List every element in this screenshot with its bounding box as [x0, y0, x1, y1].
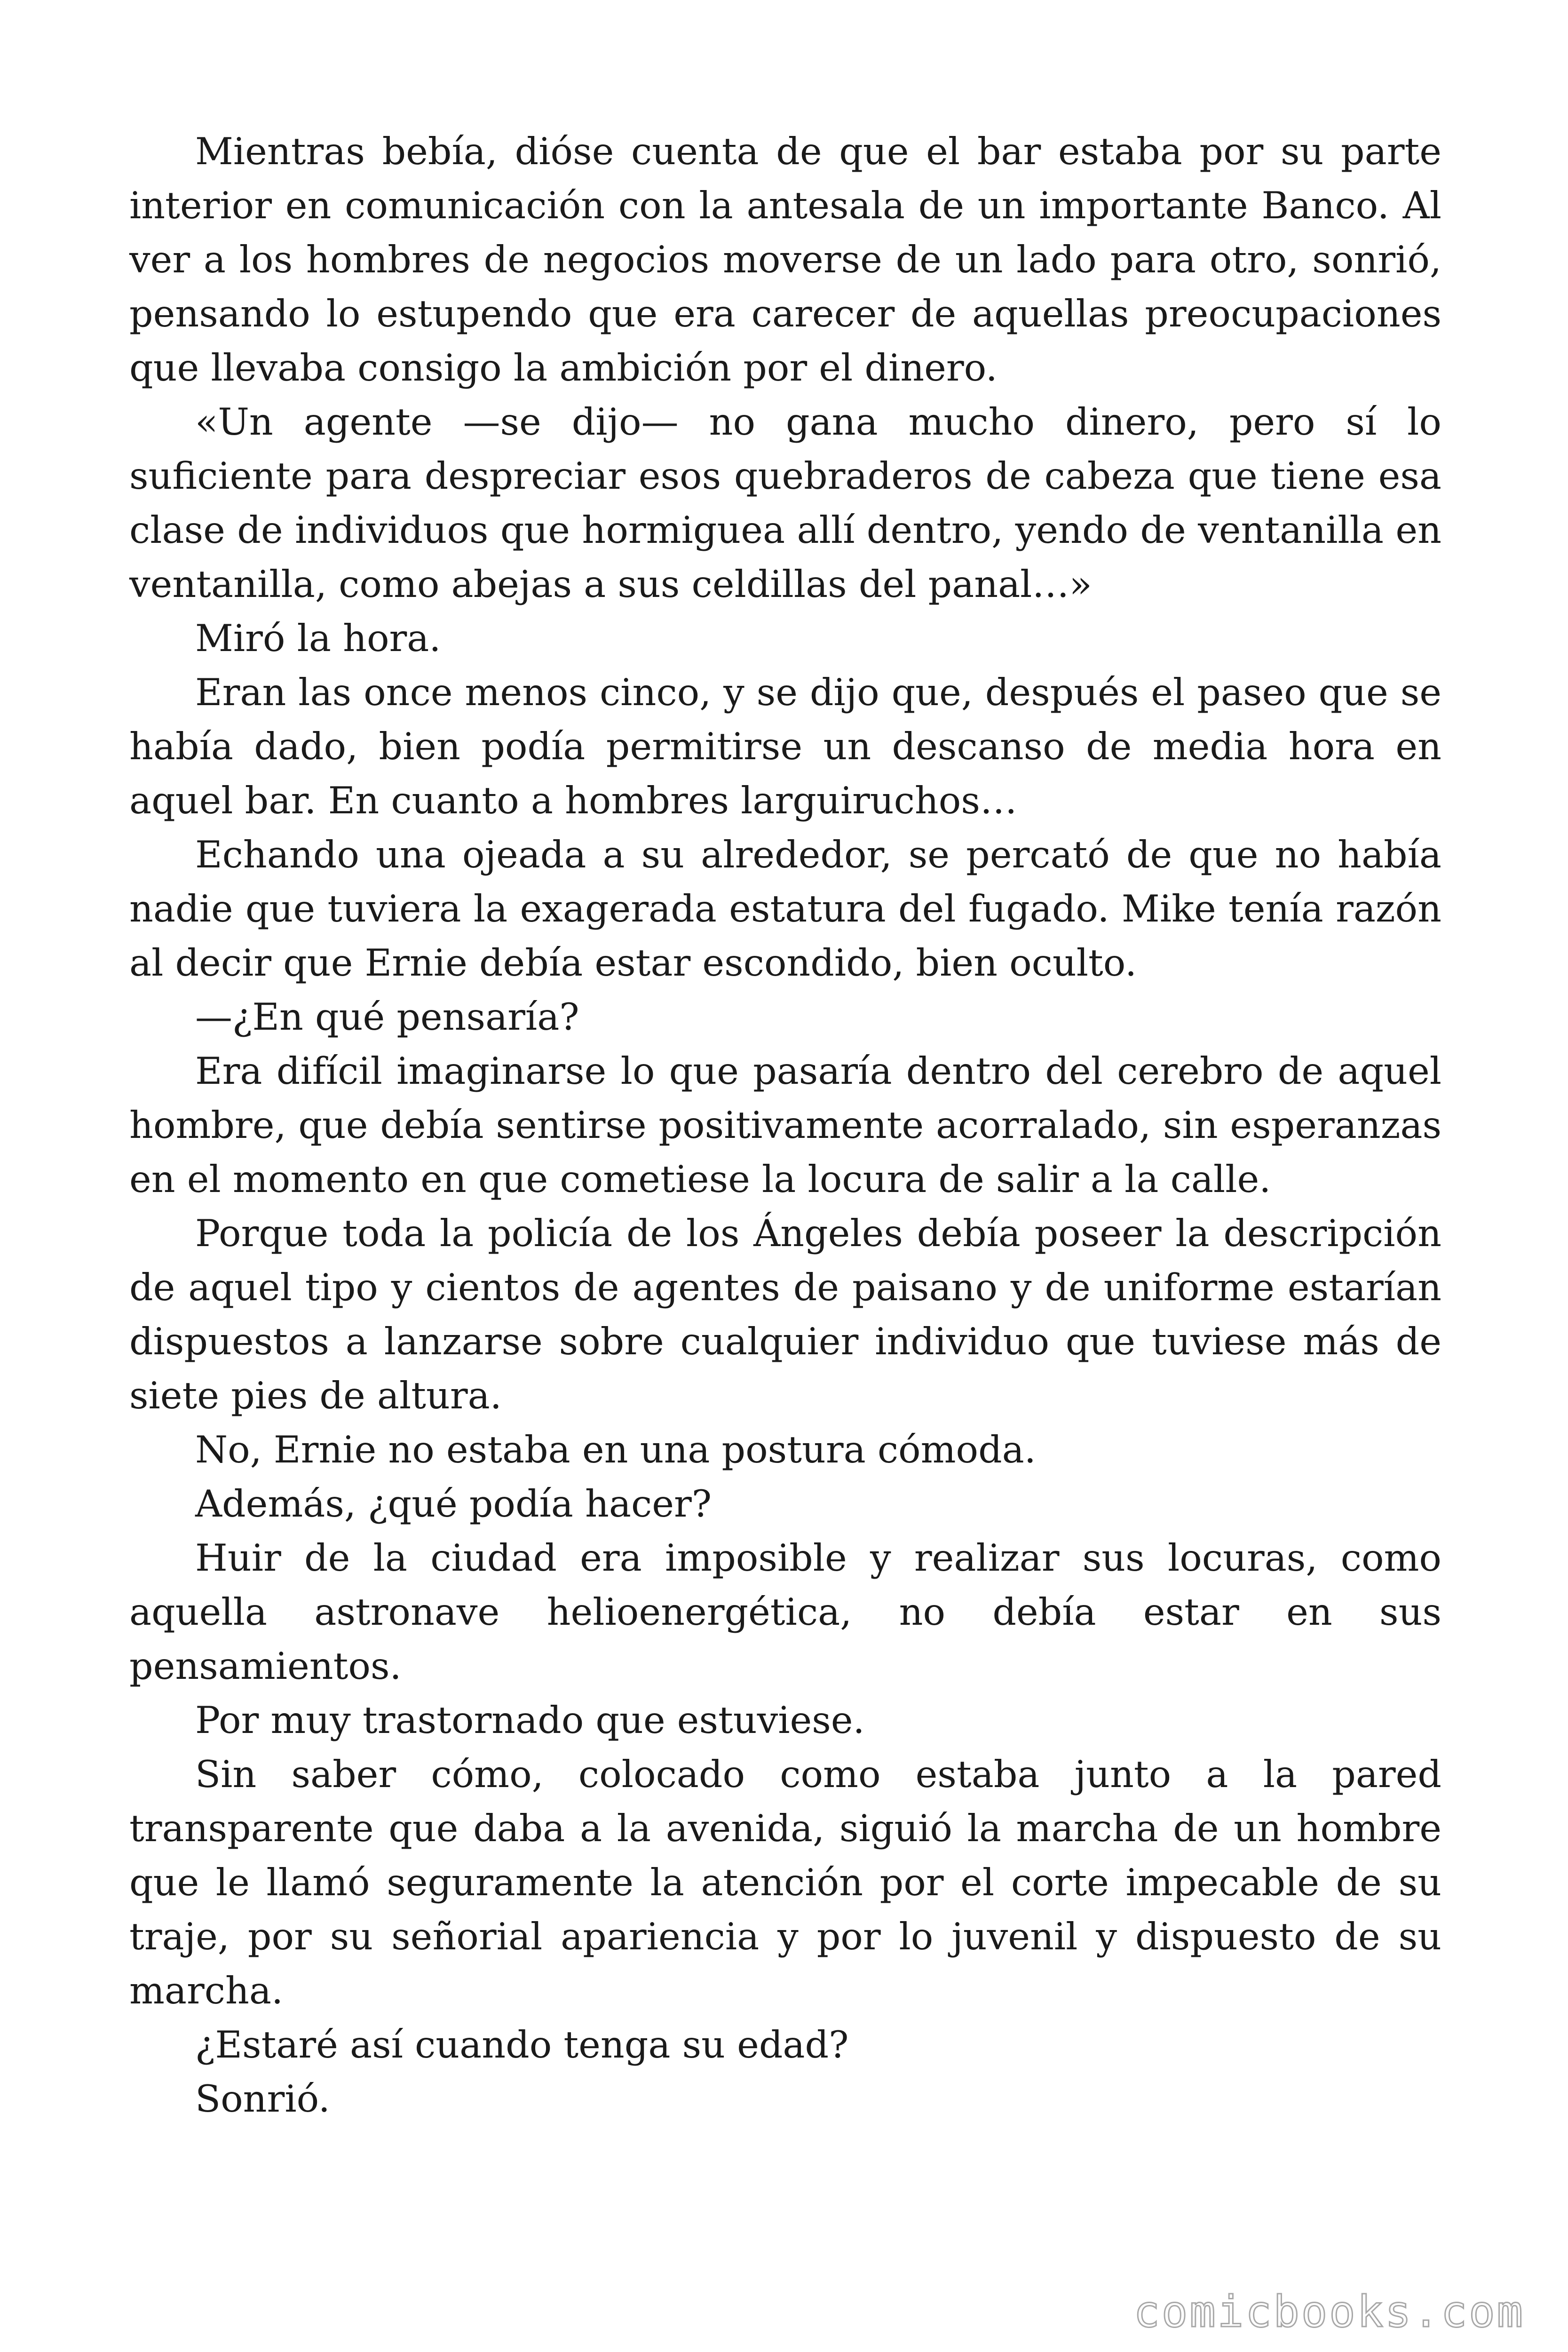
paragraph: Porque toda la policía de los Ángeles debía poseer la descripción de aquel tipo y cientos de agentes de paisano y de uniforme estarían dispuestos a lanzarse sobre cualquier individuo que tuviese más de siete pies de altura.	[129, 1212, 1441, 1417]
paragraph: —¿En qué pensaría?	[195, 995, 579, 1039]
paragraph: Echando una ojeada a su alrededor, se percató de que no había nadie que tuviera la exagerada estatura del fugado. Mike tenía razón al decir que Ernie debía estar escondido, bien oculto.	[129, 833, 1441, 985]
paragraph: Huir de la ciudad era imposible y realizar sus locuras, como aquella astronave helioenergética, no debía estar en sus pensamientos.	[129, 1536, 1441, 1688]
paragraph: Mientras bebía, dióse cuenta de que el bar estaba por su parte interior en comunicación con la antesala de un importante Banco. Al ver a los hombres de negocios moverse de un lado para otro, sonrió, pensando lo estupendo que era carecer de aquellas preocupaciones que llevaba consigo la ambición por el dinero.	[129, 130, 1441, 389]
paragraph: ¿Estaré así cuando tenga su edad?	[195, 2023, 849, 2066]
paragraph: Miró la hora.	[195, 617, 441, 660]
paragraph: No, Ernie no estaba en una postura cómoda.	[195, 1428, 1036, 1471]
paragraph: Eran las once menos cinco, y se dijo que, después el paseo que se había dado, bien podía permitirse un descanso de media hora en aquel bar. En cuanto a hombres larguiruchos…	[129, 671, 1441, 822]
watermark: comicbooks.com	[1133, 2287, 1525, 2337]
paragraph: «Un agente —se dijo— no gana mucho dinero, pero sí lo suficiente para despreciar esos quebraderos de cabeza que tiene esa clase de individuos que hormiguea allí dentro, yendo de ventanilla en ventanilla, como abejas a sus celdillas del panal…»	[129, 400, 1441, 606]
body-text	[129, 125, 1441, 2126]
paragraph: Era difícil imaginarse lo que pasaría dentro del cerebro de aquel hombre, que debía sentirse positivamente acorralado, sin esperanzas en el momento en que cometiese la locura de salir a la calle.	[129, 1049, 1441, 1201]
paragraph: Además, ¿qué podía hacer?	[195, 1482, 712, 1526]
paragraph: Por muy trastornado que estuviese.	[195, 1699, 865, 1742]
paragraph: Sin saber cómo, colocado como estaba junto a la pared transparente que daba a la avenida, siguió la marcha de un hombre que le llamó seguramente la atención por el corte impecable de su traje, por su señorial apariencia y por lo juvenil y dispuesto de su marcha.	[129, 1753, 1441, 2012]
paragraph: Sonrió.	[195, 2077, 330, 2121]
